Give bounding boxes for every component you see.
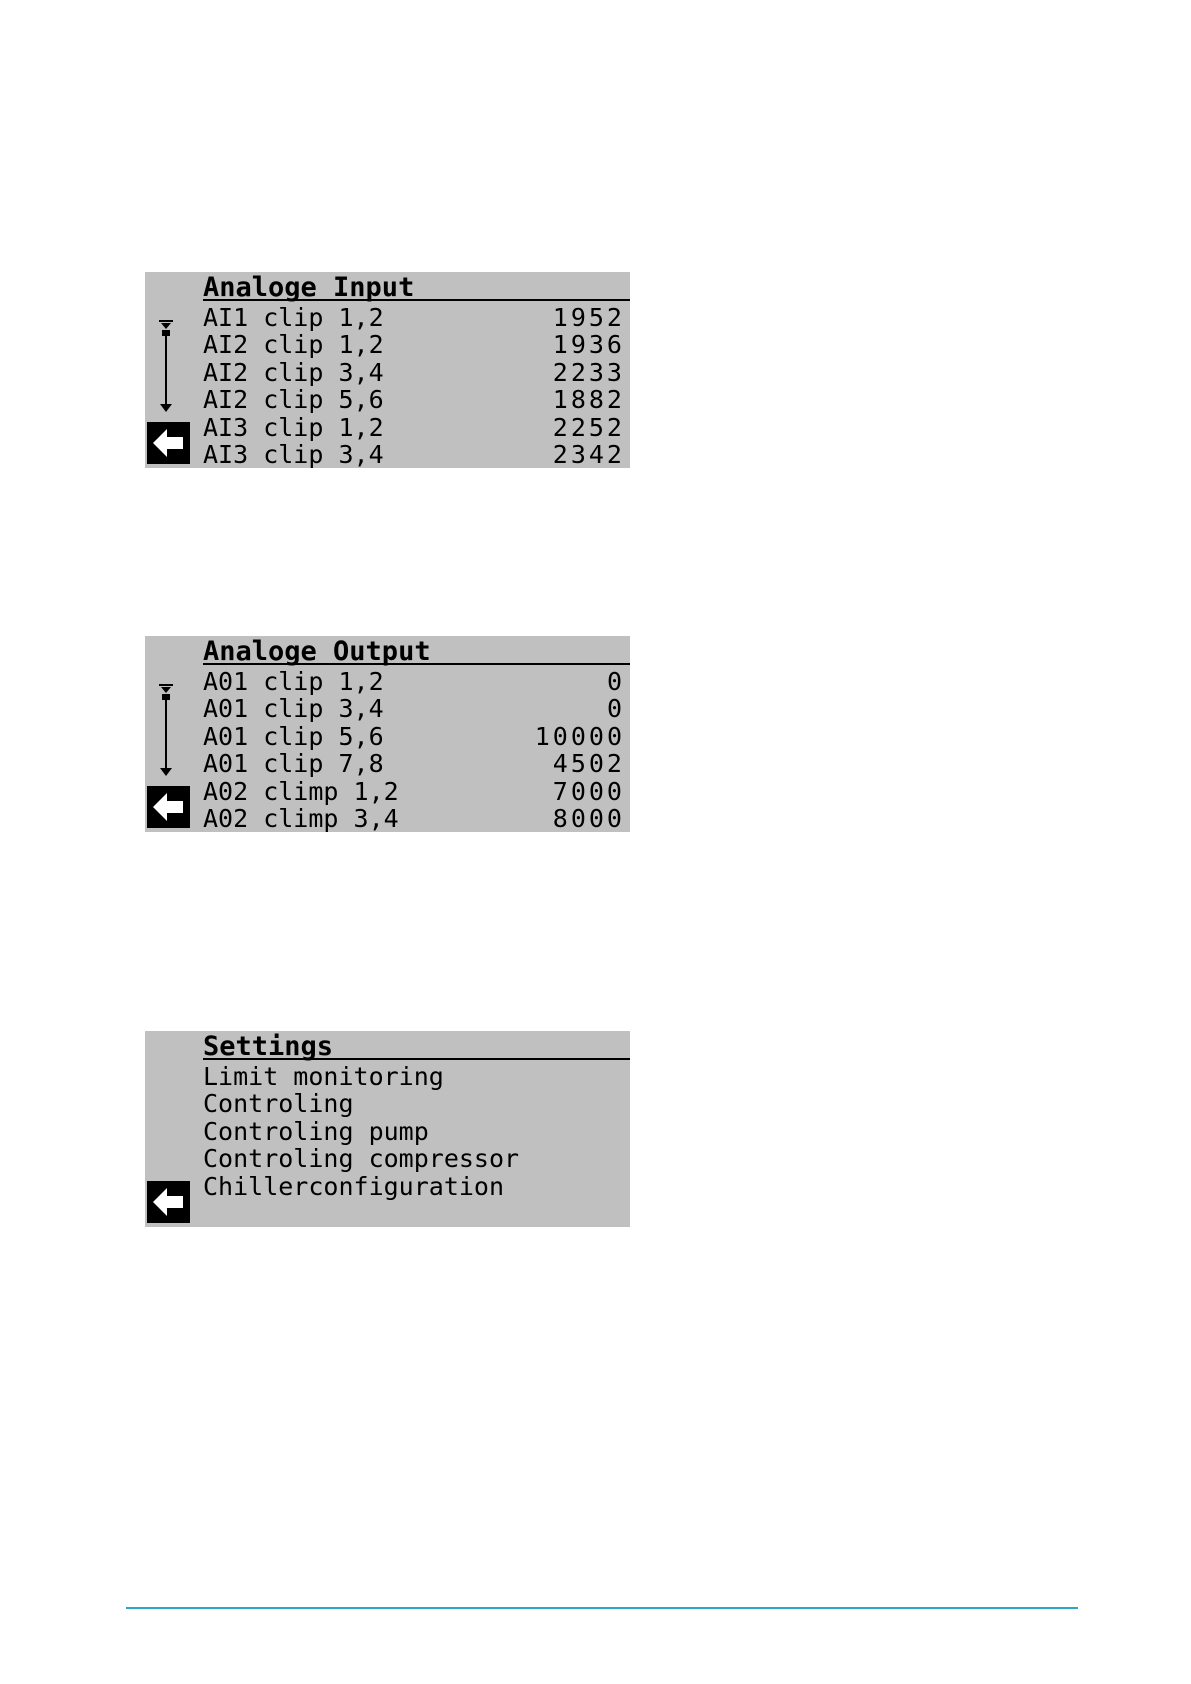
row-value: 2252 (552, 412, 625, 442)
left-arrow-icon (147, 1181, 190, 1223)
row-label: AI3 clip 3,4 (203, 439, 384, 468)
row-value: 10000 (534, 721, 625, 751)
list-item[interactable] (203, 331, 625, 358)
menu-item-controling[interactable] (203, 1090, 625, 1117)
screen-title: Analoge Input (203, 274, 630, 301)
menu-list (203, 1063, 625, 1200)
row-label: A01 clip 7,8 (203, 749, 384, 779)
menu-item-controling-compressor[interactable] (203, 1145, 625, 1172)
left-arrow-icon (147, 422, 190, 464)
back-button[interactable] (147, 1181, 190, 1223)
menu-item-controling-pump[interactable] (203, 1118, 625, 1145)
row-label: AI2 clip 1,2 (203, 330, 384, 360)
menu-item-label: Controling (203, 1089, 354, 1119)
row-value: 0 (606, 667, 625, 696)
row-label: AI2 clip 5,6 (203, 385, 384, 415)
row-value: 8000 (552, 803, 625, 832)
row-value: 1882 (552, 385, 625, 415)
row-value: 1936 (552, 330, 625, 360)
row-label: AI2 clip 3,4 (203, 357, 384, 387)
footer-divider (126, 1607, 1078, 1609)
menu-item-label: Chillerconfiguration (203, 1171, 505, 1201)
list-item[interactable] (203, 386, 625, 413)
list-item[interactable] (203, 668, 625, 695)
value-list (203, 304, 625, 468)
row-label: AI1 clip 1,2 (203, 303, 384, 332)
analog-output-screen (145, 636, 630, 832)
row-value: 0 (606, 694, 625, 724)
list-item[interactable] (203, 778, 625, 805)
list-item[interactable] (203, 414, 625, 441)
left-arrow-icon (147, 786, 190, 828)
analog-input-screen (145, 272, 630, 468)
row-value: 2342 (552, 439, 625, 468)
row-value: 7000 (552, 776, 625, 806)
list-item[interactable] (203, 441, 625, 468)
row-value: 4502 (552, 749, 625, 779)
scroll-range-icon (159, 684, 173, 778)
back-button[interactable] (147, 422, 190, 464)
row-label: A02 climp 1,2 (203, 776, 399, 806)
list-item[interactable] (203, 304, 625, 331)
value-list (203, 668, 625, 832)
row-label: AI3 clip 1,2 (203, 412, 384, 442)
scroll-range-icon (159, 320, 173, 414)
list-item[interactable] (203, 805, 625, 832)
row-value: 2233 (552, 357, 625, 387)
settings-screen (145, 1031, 630, 1227)
menu-item-limit-monitoring[interactable] (203, 1063, 625, 1090)
menu-item-label: Limit monitoring (203, 1062, 444, 1091)
menu-item-chillerconfiguration[interactable] (203, 1173, 625, 1200)
list-item[interactable] (203, 750, 625, 777)
menu-item-label: Controling compressor (203, 1144, 520, 1174)
back-button[interactable] (147, 786, 190, 828)
menu-item-label: Controling pump (203, 1116, 429, 1146)
row-value: 1952 (552, 303, 625, 332)
screen-title: Analoge Output (203, 638, 630, 665)
list-item[interactable] (203, 359, 625, 386)
row-label: A01 clip 1,2 (203, 667, 384, 696)
screen-title: Settings (203, 1033, 630, 1060)
list-item[interactable] (203, 723, 625, 750)
row-label: A01 clip 5,6 (203, 721, 384, 751)
row-label: A01 clip 3,4 (203, 694, 384, 724)
row-label: A02 climp 3,4 (203, 803, 399, 832)
list-item[interactable] (203, 695, 625, 722)
